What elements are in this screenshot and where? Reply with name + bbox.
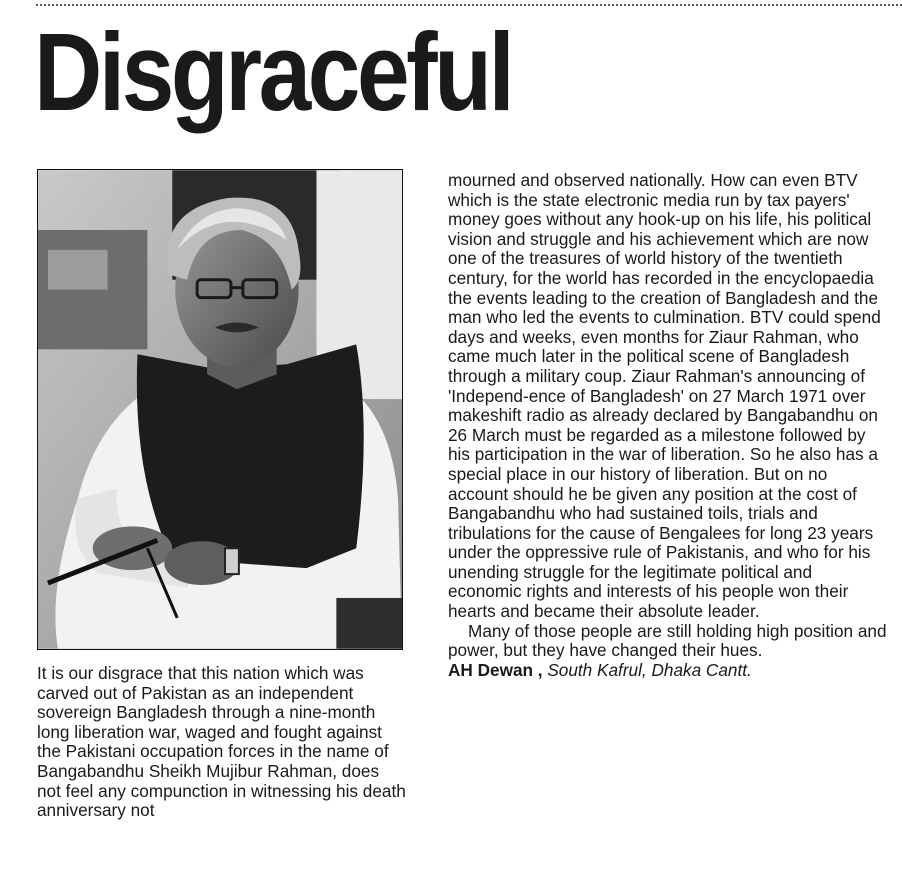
portrait-photo-icon xyxy=(38,170,402,649)
letter-text-left-column: It is our disgrace that this nation which was carved out of Pakistan as an independent sovereign Bangladesh through a nine-month long liberation war, waged and fought against the Pakistani occupation forces in the name of Bangabandhu Sheikh Mujibur Rahman, does not feel any compunction in witnessing his death anniversary not xyxy=(37,663,406,821)
letter-paragraph: mourned and observed nationally. How can even BTV which is the state electronic media run by tax payers' money goes without any hook-up on his life, his political vision and struggle and his achievement which are now one of the treasures of world history of the twentieth century, for the world has recorded in the encyclopaedia the events leading to the creation of Bangladesh and the man who led the events to culmination. BTV could spend days and weeks, even months for Ziaur Rahman, who came much later in the political scene of Bangladesh through a military coup. Ziaur Rahman's announcing of 'Independ-ence of Bangladesh' on 27 March 1971 over makeshift radio as already declared by Bangabandhu on 26 March must be regarded as a milestone followed by his participation in the war of liberation. So he also has a special place in our history of liberation. But on no account should he be given any position at the cost of Bangabandhu who had sustained toils, trials and tribulations for the cause of Bengalees for long 23 years under the oppressive rule of Pakistanis, and who for his unending struggle for the legitimate political and economic rights and interests of his people won their hearts and became their absolute leader. xyxy=(448,170,881,622)
signature-name: AH Dewan xyxy=(448,659,533,680)
dotted-top-rule xyxy=(36,4,902,6)
signature xyxy=(448,661,888,681)
letter-text-right-column xyxy=(448,171,888,680)
headline: Disgraceful xyxy=(34,11,512,134)
signature-place: South Kafrul, Dhaka Cantt. xyxy=(547,659,752,680)
letter-paragraph: Many of those people are still holding high position and power, but they have changed their hues. xyxy=(448,620,887,661)
portrait-photo xyxy=(37,169,403,650)
signature-separator: , xyxy=(533,659,548,680)
